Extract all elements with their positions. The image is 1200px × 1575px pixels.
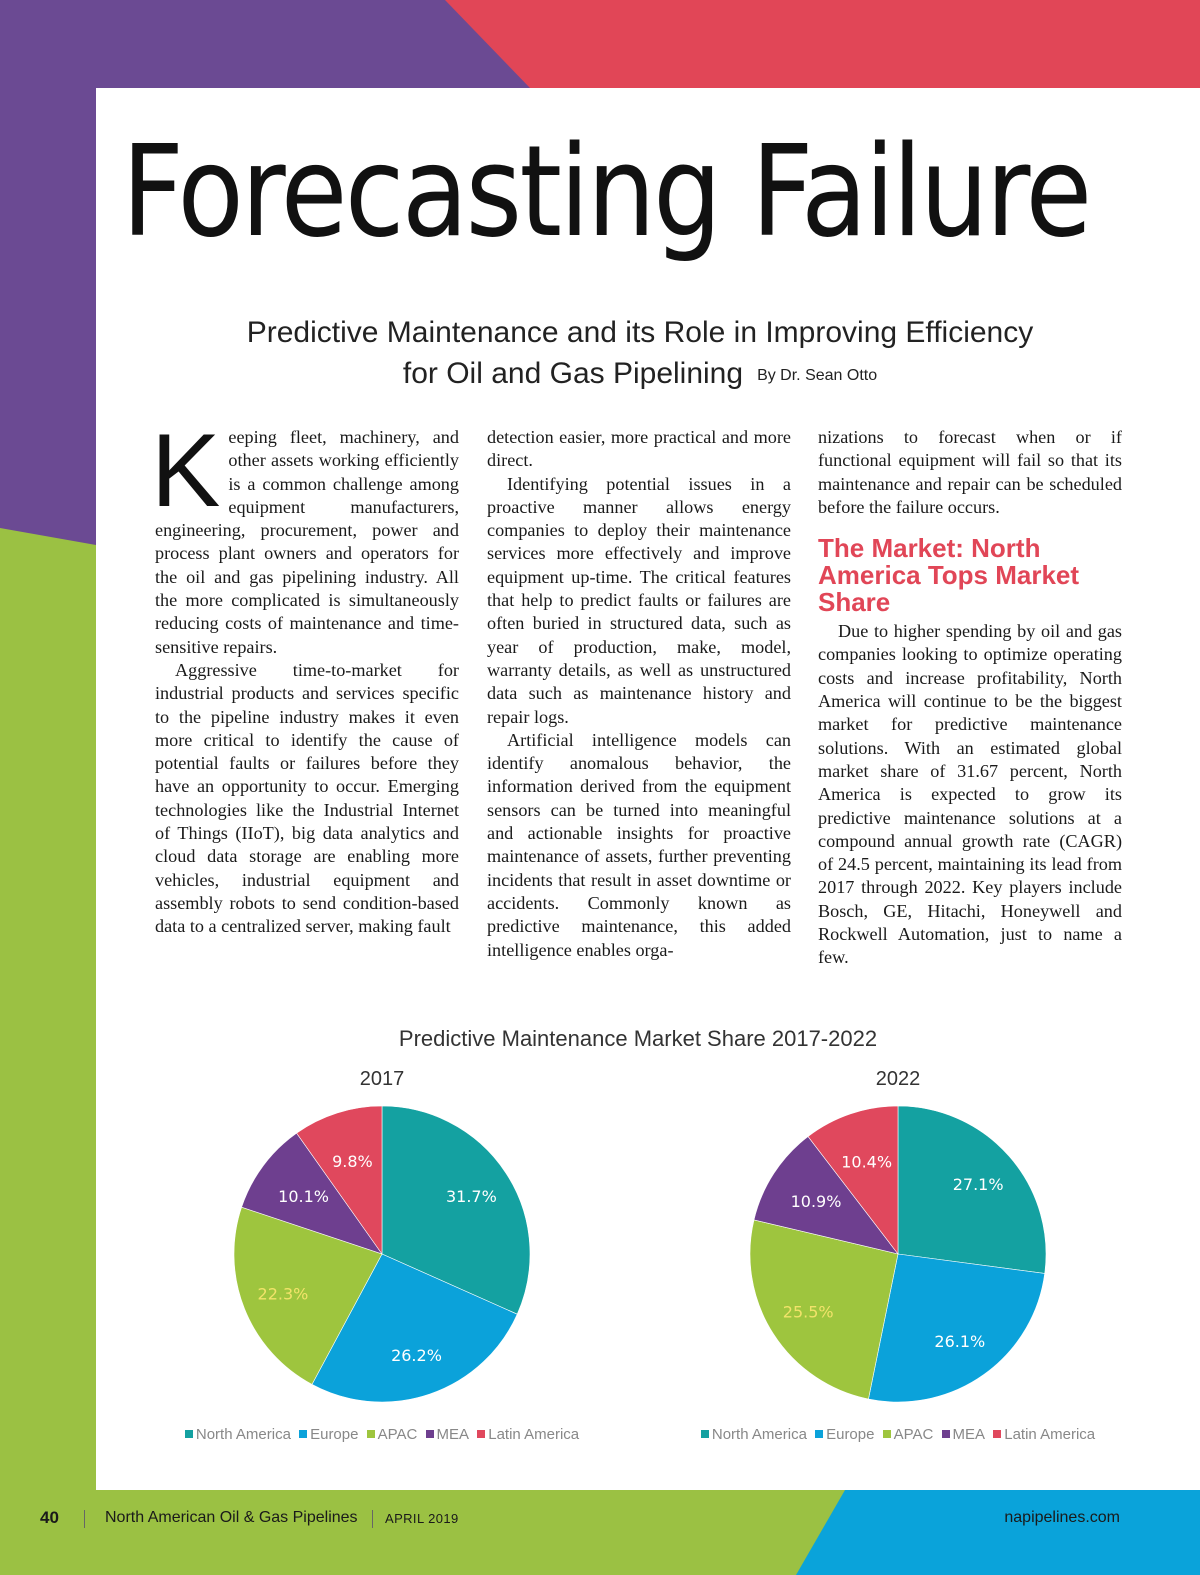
paragraph: [151, 413, 459, 659]
legend-swatch: [477, 1430, 485, 1438]
pie-data-label-north-america: 27.1%: [952, 1174, 1004, 1194]
pie-data-label-apac: 22.3%: [257, 1284, 309, 1304]
red-corner-shape: [445, 0, 1200, 88]
pie-data-label-mea: 10.1%: [278, 1186, 329, 1206]
legend-swatch: [883, 1430, 891, 1438]
legend-item-latin-america: [477, 1426, 579, 1443]
legend-label: APAC: [377, 1426, 418, 1443]
pie-title-2022: 2022: [875, 1068, 921, 1090]
website-link[interactable]: napipelines.com: [1004, 1509, 1120, 1526]
legend-label: APAC: [893, 1426, 934, 1443]
pie-chart-2022: [678, 1068, 1118, 1460]
paragraph: Artificial intelligence models can identify anomalous behavior, the information derived from the equipment sensors can be turned into meaningful and actionable insights for proactive maintenance of assets, further preventing incidents that result in asset downtime or accidents. Commonly known as predictive maintenance, this added intelligence enables orga-: [487, 729, 791, 960]
paragraph: detection easier, more practical and more direct.: [487, 427, 791, 471]
subtitle-line-1: Predictive Maintenance and its Role in Improving Efficiency: [246, 316, 1034, 349]
legend-swatch: [701, 1430, 709, 1438]
footer-divider: [372, 1510, 373, 1528]
page-footer: [0, 1508, 1200, 1534]
legend-item-europe: [815, 1426, 874, 1443]
paragraph: nizations to forecast when or if functional equipment will fail so that its maintenance and repair can be scheduled before the failure occurs.: [818, 427, 1122, 517]
article-subtitle: [160, 312, 1120, 396]
paragraph: Due to higher spending by oil and gas companies looking to optimize operating costs and increase profitability, North America will continue to be the biggest market for predictive maintenance solutions. With an estimated global market share of 31.67 percent, North America is expected to grow its predictive maintenance solutions at a compound annual growth rate (CAGR) of 24.5 percent, maintaining its lead from 2017 through 2022. Key players include Bosch, GE, Hitachi, Honeywell and Rockwell Automation, just to name a few.: [818, 621, 1122, 968]
article-column-3: [818, 426, 1122, 970]
pie-data-label-europe: 26.1%: [934, 1331, 986, 1351]
pie-data-label-latin-america: 10.4%: [841, 1152, 893, 1172]
pie-data-label-north-america: 31.7%: [445, 1186, 497, 1206]
legend-swatch: [942, 1430, 950, 1438]
legend-2022: [678, 1426, 1118, 1443]
legend-2017: [162, 1426, 602, 1443]
paragraph: Aggressive time-to-market for industrial products and services specific to the pipeline industry makes it even more critical to identify the cause of potential faults or failures before they have an opportunity to occur. Emerging technologies like the Industrial Internet of Things (IIoT), big data analytics and cloud data storage are enabling more vehicles, industrial equipment and assembly robots to send condition-based data to a centralized server, making fault: [155, 659, 459, 937]
pie-data-label-apac: 25.5%: [782, 1302, 834, 1322]
article-title: Forecasting Failure: [121, 118, 1090, 265]
pie-data-label-europe: 26.2%: [391, 1345, 442, 1365]
legend-label: MEA: [436, 1426, 470, 1443]
legend-swatch: [299, 1430, 307, 1438]
article-column-1: [151, 413, 459, 939]
legend-label: Europe: [310, 1426, 359, 1443]
legend-item-north-america: [701, 1426, 807, 1443]
drop-cap: K: [151, 413, 221, 529]
legend-item-north-america: [185, 1426, 291, 1443]
paragraph-text: eeping fleet, machinery, and other assets working efficiently is a common challenge among equipment manufacturers, engineering, procurement, power and process plant owners and operators for the oil and gas pipelining industry. All the more complicated is simultaneously reducing costs of maintenance and time-sensitive repairs.: [155, 427, 459, 657]
issue-date: APRIL 2019: [385, 1511, 459, 1526]
legend-swatch: [993, 1430, 1001, 1438]
pie-slice-europe: [868, 1254, 1044, 1402]
legend-label: Latin America: [1004, 1426, 1096, 1443]
pie-data-label-latin-america: 9.8%: [332, 1151, 373, 1171]
legend-swatch: [367, 1430, 375, 1438]
pie-data-label-mea: 10.9%: [790, 1191, 842, 1211]
legend-label: MEA: [952, 1426, 986, 1443]
legend-item-latin-america: [993, 1426, 1095, 1443]
legend-label: Europe: [826, 1426, 875, 1443]
pie-title-2017: 2017: [359, 1068, 405, 1090]
legend-swatch: [426, 1430, 434, 1438]
subtitle-line-2-text: for Oil and Gas Pipelining: [402, 357, 744, 390]
pie-svg-2022: [678, 1098, 1118, 1418]
legend-item-apac: [367, 1426, 418, 1443]
legend-swatch: [815, 1430, 823, 1438]
paragraph: Identifying potential issues in a proactive manner allows energy companies to deploy their maintenance services more effectively and improve equipment up-time. The critical features that help to predict faults or failures are often buried in structured data, such as year of production, make, model, warranty details, as well as unstructured data such as maintenance history and repair logs.: [487, 473, 791, 727]
legend-label: North America: [711, 1426, 807, 1443]
subtitle-line-2: [160, 353, 1120, 396]
chart-title: Predictive Maintenance Market Share 2017-2022: [398, 1026, 878, 1051]
legend-item-europe: [299, 1426, 358, 1443]
legend-item-mea: [942, 1426, 986, 1443]
pie-chart-2017: [162, 1068, 602, 1460]
page-number: 40: [40, 1508, 59, 1527]
article-column-2: [487, 426, 791, 962]
legend-item-mea: [426, 1426, 470, 1443]
market-share-chart: [96, 1022, 1200, 1462]
legend-swatch: [185, 1430, 193, 1438]
publication-name: North American Oil & Gas Pipelines: [105, 1509, 358, 1526]
section-heading: The Market: North America Tops Market Share: [818, 533, 1080, 618]
footer-divider: [84, 1510, 85, 1528]
legend-item-apac: [883, 1426, 934, 1443]
byline: By Dr. Sean Otto: [757, 366, 878, 384]
legend-label: North America: [195, 1426, 291, 1443]
pie-svg-2017: [162, 1098, 602, 1418]
legend-label: Latin America: [488, 1426, 580, 1443]
